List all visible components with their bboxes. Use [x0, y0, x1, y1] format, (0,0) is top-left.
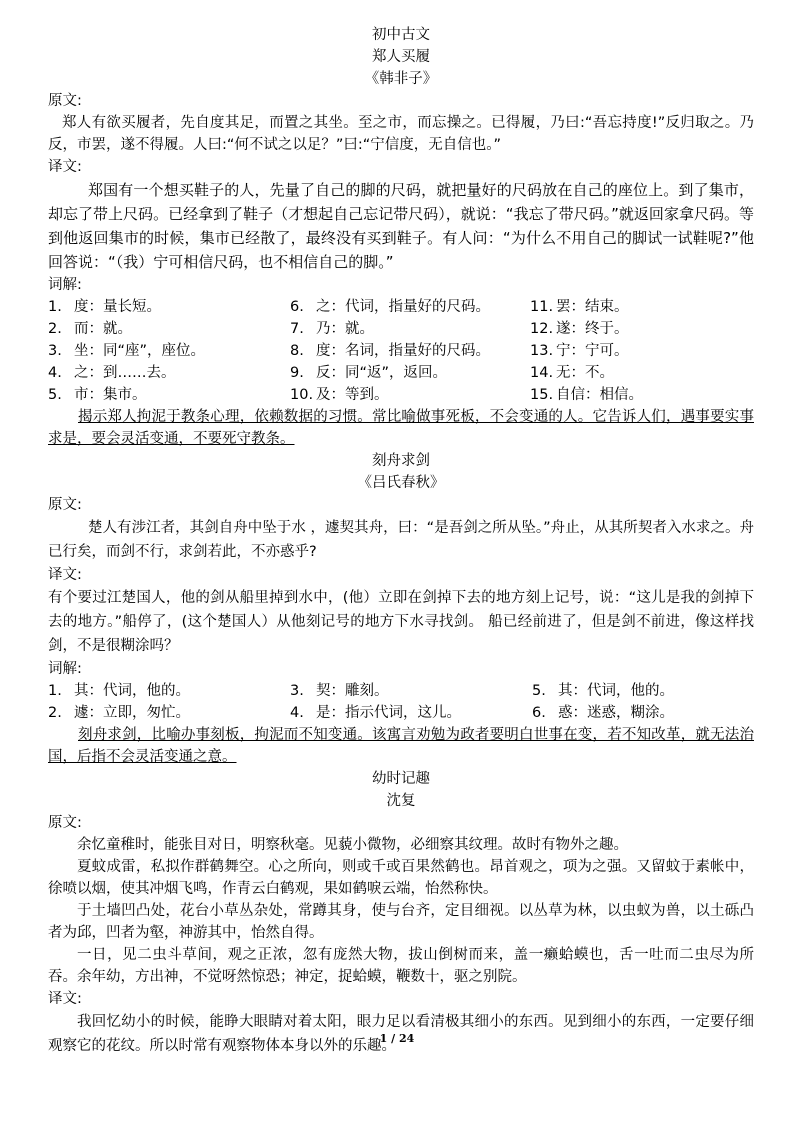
story2-yiwen-label: 译文:: [48, 567, 82, 583]
definition-item: 13. 宁：宁可。: [530, 343, 629, 359]
story3-yiwen-label: 译文:: [48, 991, 82, 1007]
story2-yuanwen-label: 原文:: [48, 497, 82, 513]
story3-title: 幼时记趣: [372, 771, 430, 787]
category-heading: 初中古文: [372, 27, 430, 43]
story3-paragraph: 于土墙凹凸处，花台小草丛杂处，常蹲其身，使与台齐，定目细视。以丛草为林，以虫蚁为兽，以土砾凸者为邱，凹者为壑，神游其中，怡然自得。: [48, 903, 754, 941]
story3-author: 沈复: [386, 793, 416, 809]
story2-yuanwen: 楚人有涉江者，其剑自舟中坠于水 ，遽契其舟，曰：“是吾剑之所从坠。”舟止，从其所契者入水求之。舟已行矣，而剑不行，求剑若此，不亦惑乎?: [48, 520, 754, 560]
definition-item: 4. 是：指示代词，这儿。: [290, 705, 461, 721]
definition-item: 2. 遽：立即，匆忙。: [48, 705, 190, 721]
story1-title: 郑人买履: [372, 49, 430, 65]
story3-paragraph: 夏蚊成雷，私拟作群鹤舞空。心之所向，则或千或百果然鹤也。昂首观之，项为之强。又留蚊于素帐中，徐喷以烟，使其冲烟飞鸣，作青云白鹤观，果如鹤唳云端，怡然称快。: [48, 859, 754, 897]
story2-title: 刻舟求剑: [372, 453, 430, 469]
story3-paragraph: 余忆童稚时，能张目对日，明察秋毫。见藐小微物，必细察其纹理。故时有物外之趣。: [77, 837, 628, 853]
story1-yiwen: 郑国有一个想买鞋子的人，先量了自己的脚的尺码，就把量好的尺码放在自己的座位上。到了集市，却忘了带上尺码。已经拿到了鞋子（才想起自己忘记带尺码），就说：“我忘了带尺码。”就返回家拿尺码。等到他返回集市的时候，集市已经散了，最终没有买到鞋子。有人问：“为什么不用自己的脚试一试鞋呢?”他回答说：“（我）宁可相信尺码，也不相信自己的脚。”: [48, 181, 754, 271]
definition-item: 15. 自信：相信。: [530, 387, 643, 403]
definition-item: 6. 惑：迷惑，糊涂。: [532, 705, 674, 721]
definition-item: 12. 遂：终于。: [530, 321, 629, 337]
definition-item: 1. 其：代词，他的。: [48, 683, 190, 699]
definition-item: 11. 罢：结束。: [530, 299, 629, 315]
definition-item: 5. 市：集市。: [48, 387, 147, 403]
definition-item: 5. 其：代词，他的。: [532, 683, 674, 699]
story1-moral: 揭示郑人拘泥于教条心理，依赖数据的习惯。常比喻做事死板，不会变通的人。它告诉人们，遇事要实事求是，要会灵活变通，不要死守教条。: [48, 409, 754, 447]
story1-definitions: [48, 296, 754, 406]
definition-item: 7. 乃：就。: [290, 321, 374, 337]
definition-item: 10. 及：等到。: [290, 387, 389, 403]
definition-item: 3. 契：雕刻。: [290, 683, 389, 699]
definition-item: 8. 度：名词，指量好的尺码。: [290, 343, 490, 359]
definition-item: 2. 而：就。: [48, 321, 132, 337]
document-page: [48, 24, 754, 1058]
definition-item: 14. 无：不。: [530, 365, 614, 381]
page-number: 1 / 24: [379, 1032, 415, 1045]
story1-yuanwen-label: 原文:: [48, 93, 82, 109]
definition-item: 4. 之：到……去。: [48, 365, 176, 381]
definition-item: 9. 反：同“返”，返回。: [290, 365, 448, 381]
definition-item: 3. 坐：同“座”，座位。: [48, 343, 206, 359]
story3-yuanwen-label: 原文:: [48, 815, 82, 831]
story2-definitions: [48, 680, 754, 724]
story1-yiwen-label: 译文:: [48, 159, 82, 175]
story3-yiwen: 我回忆幼小的时候，能睁大眼睛对着太阳，眼力足以看清极其细小的东西。见到细小的东西，一定要仔细观察它的花纹。所以时常有观察物体本身以外的乐趣。: [48, 1014, 754, 1054]
story1-cijie-label: 词解:: [48, 277, 82, 293]
story2-yiwen: 有个要过江楚国人，他的剑从船里掉到水中，(他）立即在剑掉下去的地方刻上记号，说：“这儿是我的剑掉下去的地方。”船停了，(这个楚国人）从他刻记号的地方下水寻找剑。 船已经前进了，但是剑不前进，像这样找剑，不是很糊涂吗？: [48, 590, 754, 654]
story1-yuanwen: 郑人有欲买履者，先自度其足，而置之其坐。至之市，而忘操之。已得履，乃曰:“吾忘持度!”反归取之。乃反，市罢，遂不得履。人曰:“何不试之以足？”曰:“宁信度，无自信也。”: [48, 115, 754, 153]
definition-item: 1. 度：量长短。: [48, 299, 161, 315]
story2-author: 《吕氏春秋》: [357, 475, 445, 491]
story3-paragraph: 一日，见二虫斗草间，观之正浓，忽有庞然大物，拔山倒树而来，盖一癞蛤蟆也，舌一吐而二虫尽为所吞。余年幼，方出神，不觉呀然惊恐；神定，捉蛤蟆，鞭数十，驱之别院。: [48, 947, 754, 985]
story2-moral: 刻舟求剑，比喻办事刻板，拘泥而不知变通。该寓言劝勉为政者要明白世事在变，若不知改革，就无法治国，后指不会灵活变通之意。: [48, 727, 754, 765]
story1-author: 《韩非子》: [364, 71, 438, 87]
story2-cijie-label: 词解:: [48, 661, 82, 677]
definition-item: 6. 之：代词，指量好的尺码。: [290, 299, 490, 315]
